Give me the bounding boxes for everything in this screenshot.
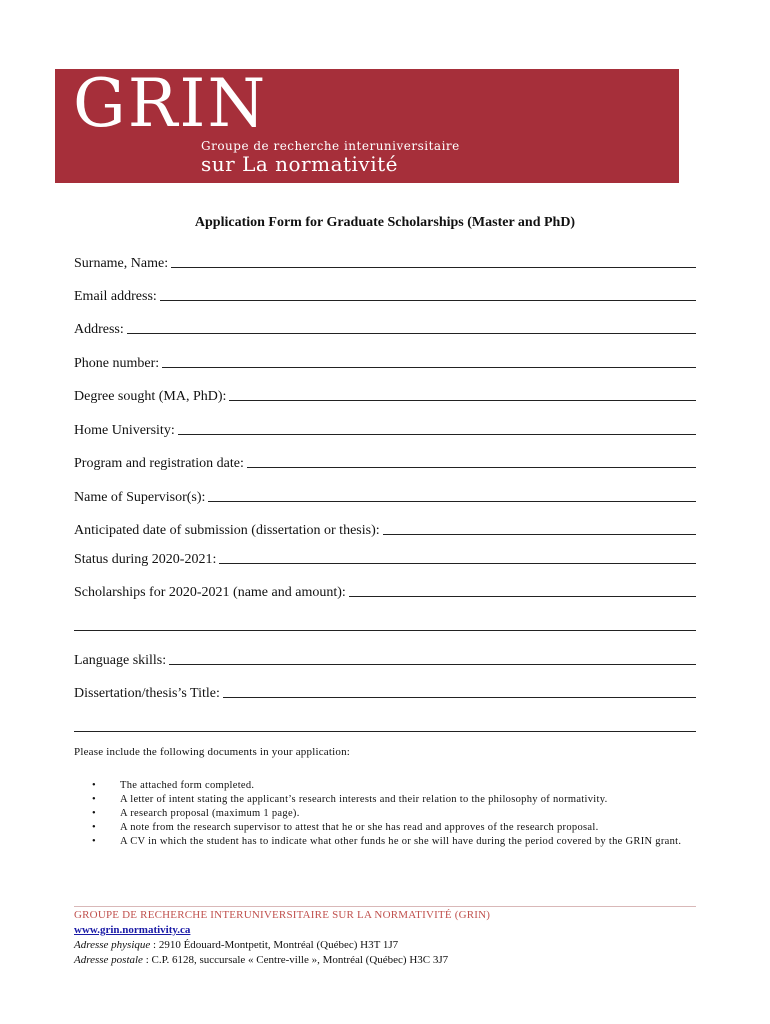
required-documents-list bbox=[92, 779, 712, 849]
fill-line[interactable] bbox=[178, 434, 696, 435]
field-label: Phone number: bbox=[74, 356, 160, 371]
fill-line[interactable] bbox=[223, 697, 696, 698]
fill-line[interactable] bbox=[247, 467, 696, 468]
field-label: Degree sought (MA, PhD): bbox=[74, 389, 227, 404]
footer bbox=[74, 908, 714, 968]
field-phone[interactable] bbox=[74, 352, 696, 372]
bullet: • bbox=[92, 780, 96, 791]
field-language-skills[interactable] bbox=[74, 649, 696, 669]
physical-address-label: Adresse physique bbox=[74, 939, 151, 951]
bullet: • bbox=[92, 836, 96, 847]
field-label: Address: bbox=[74, 322, 124, 337]
thesis-title-continuation-line[interactable] bbox=[74, 731, 696, 732]
field-label: Scholarships for 2020-2021 (name and amount): bbox=[74, 585, 346, 600]
list-item bbox=[92, 779, 712, 793]
field-label: Home University: bbox=[74, 423, 175, 438]
bullet: • bbox=[92, 808, 96, 819]
form-title: Application Form for Graduate Scholarships (Master and PhD) bbox=[194, 215, 576, 230]
bullet: • bbox=[92, 822, 96, 833]
physical-address-value: : 2910 Édouard-Montpetit, Montréal (Québec) H3T 1J7 bbox=[150, 939, 399, 951]
field-label: Status during 2020-2021: bbox=[74, 552, 217, 567]
postal-address bbox=[74, 953, 714, 968]
field-surname-name[interactable] bbox=[74, 252, 696, 272]
field-label: Email address: bbox=[74, 289, 157, 304]
document-text: A note from the research supervisor to attest that he or she has read and approves of the research proposal. bbox=[120, 822, 599, 833]
field-label: Name of Supervisor(s): bbox=[74, 490, 206, 505]
postal-address-label: Adresse postale bbox=[74, 954, 143, 966]
fill-line[interactable] bbox=[383, 534, 696, 535]
documents-intro: Please include the following documents in your application: bbox=[74, 746, 351, 758]
field-label: Dissertation/thesis’s Title: bbox=[74, 686, 220, 701]
fill-line[interactable] bbox=[162, 367, 696, 368]
scholarships-continuation-line[interactable] bbox=[74, 630, 696, 631]
field-label: Surname, Name: bbox=[74, 256, 169, 271]
fill-line[interactable] bbox=[160, 300, 696, 301]
fill-line[interactable] bbox=[349, 596, 696, 597]
footer-org-name: GROUPE DE RECHERCHE INTERUNIVERSITAIRE SUR LA NORMATIVITÉ (GRIN) bbox=[74, 909, 491, 921]
field-home-university[interactable] bbox=[74, 419, 696, 439]
document-text: A CV in which the student has to indicate what other funds he or she will have during the period covered by the GRIN grant. bbox=[120, 836, 682, 847]
field-scholarships[interactable] bbox=[74, 581, 696, 601]
field-address[interactable] bbox=[74, 318, 696, 338]
field-program-date[interactable] bbox=[74, 452, 696, 472]
field-submission-date[interactable] bbox=[74, 519, 696, 539]
fill-line[interactable] bbox=[219, 563, 696, 564]
field-label: Language skills: bbox=[74, 653, 167, 668]
fill-line[interactable] bbox=[229, 400, 696, 401]
list-item bbox=[92, 835, 712, 849]
document-text: A letter of intent stating the applicant’s research interests and their relation to the philosophy of normativity. bbox=[120, 794, 608, 805]
fill-line[interactable] bbox=[208, 501, 696, 502]
field-label: Anticipated date of submission (dissertation or thesis): bbox=[74, 523, 380, 538]
logo-subtitle-line1: Groupe de recherche interuniversitaire bbox=[201, 139, 460, 153]
document-text: The attached form completed. bbox=[120, 780, 255, 791]
field-email[interactable] bbox=[74, 285, 696, 305]
physical-address bbox=[74, 938, 714, 953]
list-item bbox=[92, 821, 712, 835]
logo-subtitle-line2: sur La normativité bbox=[201, 152, 398, 176]
postal-address-value: : C.P. 6128, succursale « Centre-ville », Montréal (Québec) H3C 3J7 bbox=[142, 954, 449, 966]
field-status[interactable] bbox=[74, 548, 696, 568]
field-label: Program and registration date: bbox=[74, 456, 244, 471]
document-text: A research proposal (maximum 1 page). bbox=[120, 808, 300, 819]
field-supervisor[interactable] bbox=[74, 486, 696, 506]
grin-logo-banner bbox=[55, 65, 679, 183]
footer-divider bbox=[74, 906, 696, 907]
field-thesis-title[interactable] bbox=[74, 682, 696, 702]
logo-wordmark: GRIN bbox=[73, 65, 268, 142]
list-item bbox=[92, 793, 712, 807]
field-degree[interactable] bbox=[74, 385, 696, 405]
website-link[interactable]: www.grin.normativity.ca bbox=[74, 924, 191, 936]
fill-line[interactable] bbox=[127, 333, 696, 334]
bullet: • bbox=[92, 794, 96, 805]
fill-line[interactable] bbox=[171, 267, 696, 268]
list-item bbox=[92, 807, 712, 821]
fill-line[interactable] bbox=[169, 664, 696, 665]
